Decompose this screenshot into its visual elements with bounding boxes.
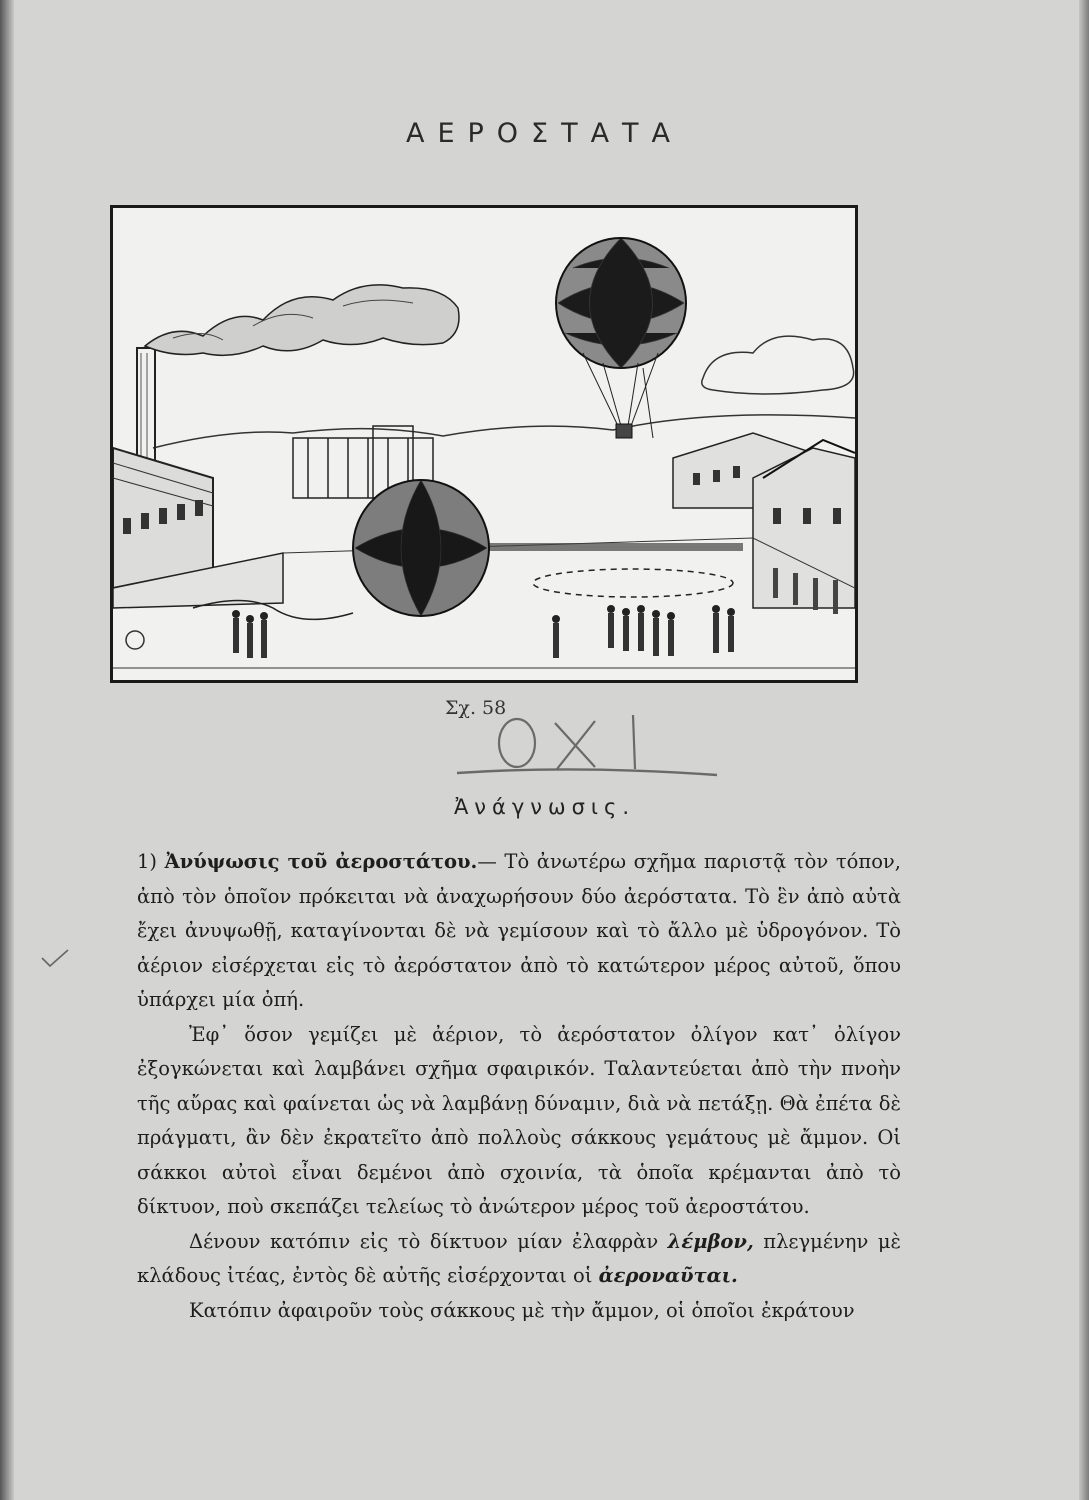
term-lemvos: λέμβον, [667,1229,754,1253]
section-title: Ἀνάγνωσις. [453,795,636,819]
balloon-illustration [110,205,858,683]
paragraph-4: Κατόπιν ἀφαιροῦν τοὺς σάκκους μὲ τὴν ἄμμον, οἱ ὁποῖοι ἐκράτουν [189,1298,855,1322]
handwritten-pencil-note [455,695,725,785]
page-right-edge [1079,0,1089,1500]
paragraph-2: Ἐφ᾽ ὅσον γεμίζει μὲ ἀέριον, τὸ ἀερόστατον ὀλίγον κατ᾽ ὀλίγον ἐξογκώνεται καὶ λαμβάνει σχῆμα σφαιρικόν. Ταλαντεύεται ἀπὸ τὴν πνοὴν τῆς αὔρας καὶ φαίνεται ὡς νὰ λαμβάνῃ δύναμιν, διὰ νὰ πετάξῃ. Θὰ ἐπέτα δὲ πράγματι, ἂν δὲν ἐκρατεῖτο ἀπὸ πολλοὺς σάκκους γεμάτους μὲ ἄμμον. Οἱ σάκκοι αὐτοὶ εἶναι δεμένοι ἀπὸ σχοινία, τὰ ὁποῖα κρέμανται ἀπὸ τὸ δίκτυον, ποὺ σκεπάζει τελείως τὸ ἀνώτερον μέρος τοῦ ἀεροστάτου. [137,1022,901,1218]
page-binding-shadow [0,0,14,1500]
term-aeronautai: ἀεροναῦται. [598,1264,738,1287]
paragraph-1 [137,845,901,1018]
paragraph-1-text: — Τὸ ἀνωτέρω σχῆμα παριστᾷ τὸν τόπον, ἀπὸ τὸν ὁποῖον πρόκειται νὰ ἀναχωρήσουν δύο ἀερόστατα. Τὸ ἓν ἀπὸ αὐτὰ ἔχει ἀνυψωθῇ, καταγίνονται δὲ νὰ γεμίσουν καὶ τὸ ἄλλο μὲ ὑδρογόνον. Τὸ ἀέριον εἰσέρχεται εἰς τὸ ἀερόστατον ἀπὸ τὸ κατώτερον μέρος αὐτοῦ, ὅπου ὑπάρχει μία ὀπή. [137,850,901,1011]
page-title: ΑΕΡΟΣΤΑΤΑ [405,118,684,149]
paragraph-3-before: Δένουν κατόπιν εἰς τὸ δίκτυον μίαν ἐλαφρὰν [189,1229,668,1253]
body-text [137,845,901,1328]
paragraph-3-middle: πλεγμένην μὲ κλάδους ἰτέας, ἐντὸς δὲ αὐτῆς εἰσέρχονται οἱ [137,1229,901,1287]
paragraph-number: 1) [137,850,158,873]
figure-caption: Σχ. 58 [445,697,507,719]
paragraph-3 [137,1225,901,1294]
margin-check-mark [40,948,70,970]
paragraph-heading: Ἀνύψωσις τοῦ ἀεροστάτου. [164,850,478,873]
